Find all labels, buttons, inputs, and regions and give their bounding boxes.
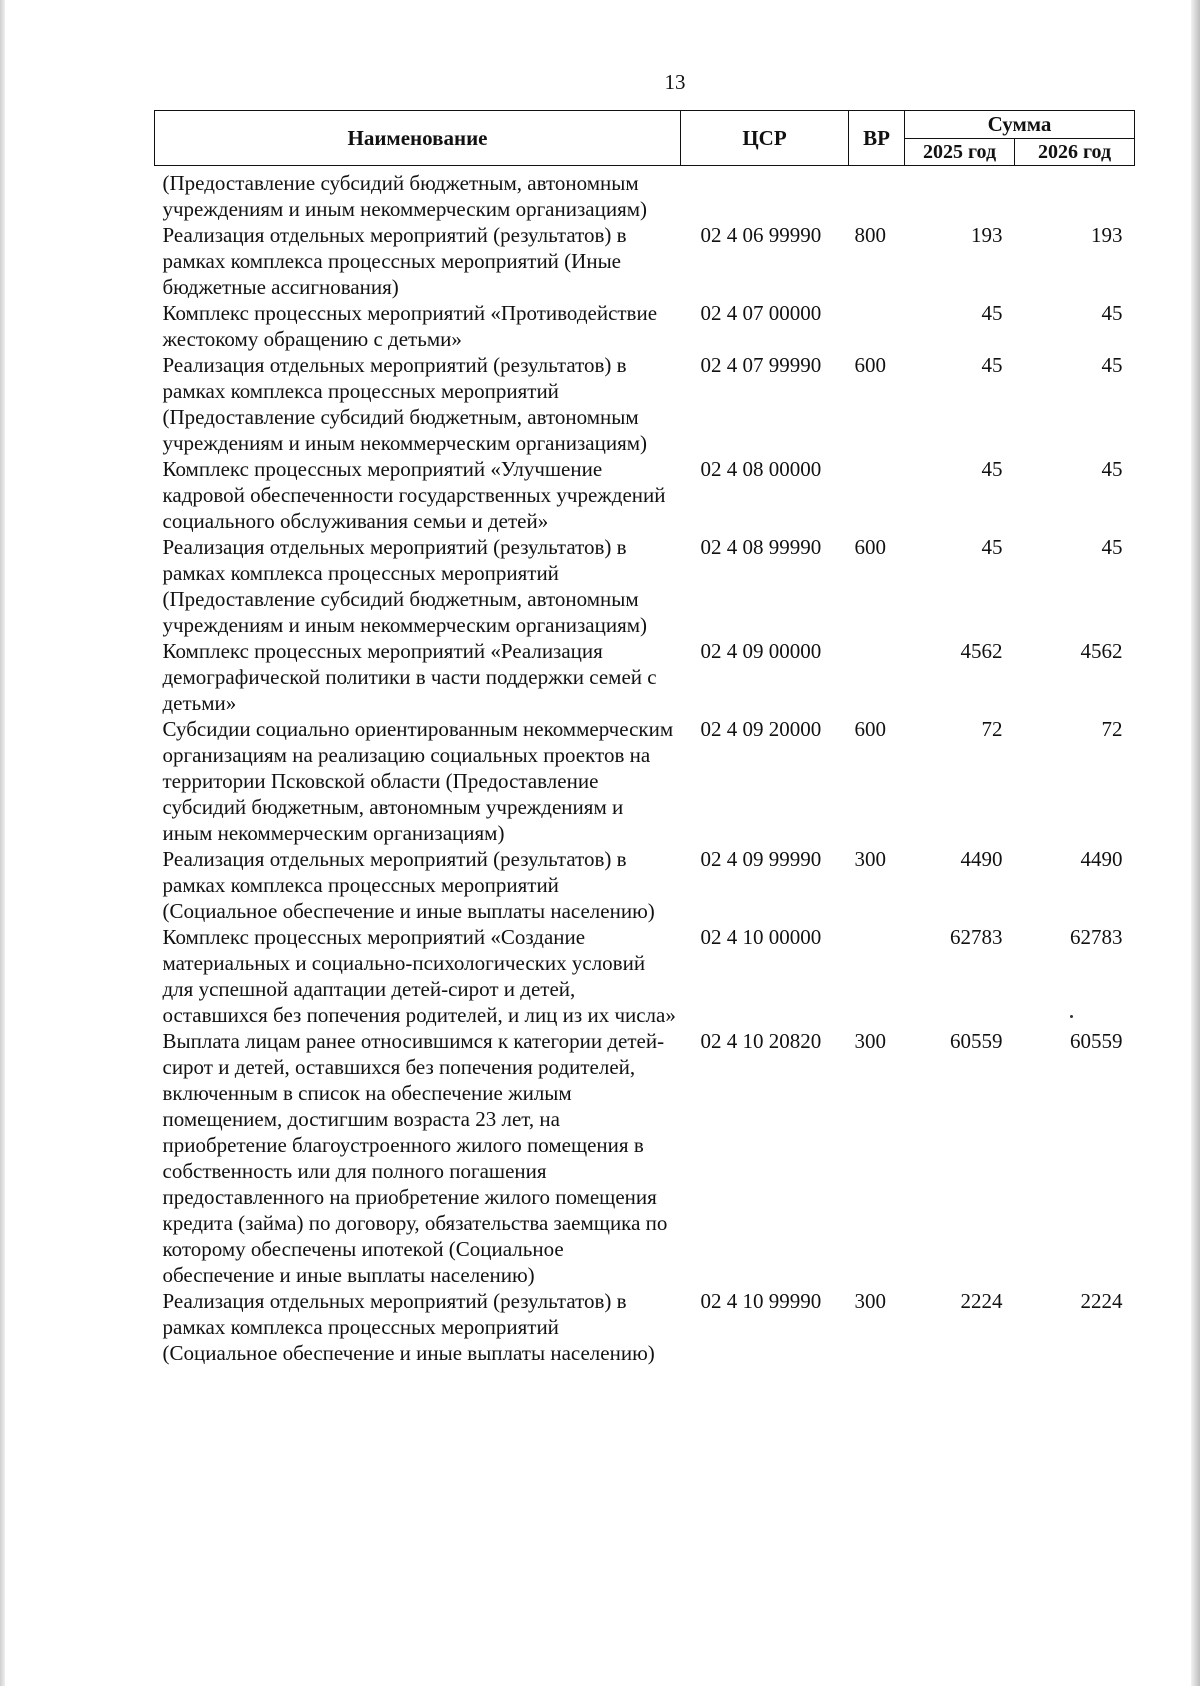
cell-csr [681, 166, 849, 223]
cell-name: Комплекс процессных мероприятий «Противодействие жестокому обращению с детьми» [162, 301, 658, 351]
cell-csr: 02 4 06 99990 [700, 223, 822, 247]
cell-vr: 300 [854, 1029, 886, 1053]
cell-vr: 600 [854, 535, 886, 559]
cell-2026 [1015, 166, 1135, 223]
cell-2025: 45 [981, 457, 1003, 481]
cell-2026: 2224 [1080, 1289, 1123, 1313]
table-row [155, 638, 1135, 716]
table-row [155, 1028, 1135, 1288]
cell-2025: 60559 [950, 1029, 1003, 1053]
scan-speck [1070, 1015, 1073, 1018]
cell-name: Комплекс процессных мероприятий «Улучшение кадровой обеспеченности государственных учреждений социального обслуживания семьи и детей» [162, 457, 666, 533]
cell-csr: 02 4 09 00000 [700, 639, 822, 663]
cell-2026: 45 [1101, 301, 1123, 325]
cell-2025: 2224 [960, 1289, 1003, 1313]
cell-2026: 72 [1101, 717, 1123, 741]
cell-vr [849, 166, 905, 223]
cell-2026: 4562 [1080, 639, 1123, 663]
cell-name: Комплекс процессных мероприятий «Создание материальных и социально-психологических условий для успешной адаптации детей-сирот и детей, оставшихся без попечения родителей, и лиц из их числа» [162, 925, 676, 1027]
cell-2025: 62783 [950, 925, 1003, 949]
cell-2025: 193 [971, 223, 1003, 247]
cell-vr [849, 638, 905, 716]
cell-vr [849, 456, 905, 534]
table-body [155, 166, 1135, 1367]
cell-2026: 193 [1091, 223, 1123, 247]
table-row [155, 352, 1135, 456]
table-row [155, 456, 1135, 534]
cell-name: Комплекс процессных мероприятий «Реализация демографической политики в части поддержки семей с детьми» [162, 639, 657, 715]
budget-table [154, 110, 1135, 1366]
scan-edge-left [0, 0, 5, 1686]
cell-2026: 60559 [1070, 1029, 1123, 1053]
cell-vr: 300 [854, 847, 886, 871]
cell-name: Реализация отдельных мероприятий (результатов) в рамках комплекса процессных мероприятий (Социальное обеспечение и иные выплаты населению) [162, 1289, 655, 1365]
header-year-2026: 2026 год [1015, 138, 1135, 166]
table-row [155, 846, 1135, 924]
cell-csr: 02 4 10 20820 [700, 1029, 822, 1053]
cell-name: Выплата лицам ранее относившимся к категории детей-сирот и детей, оставшихся без попечения родителей, включенным в список на обеспечение жилым помещением, достигшим возраста 23 лет, на приобретение благоустроенного жилого помещения в собственность или для полного погашения предоставленного на приобретение жилого помещения кредита (займа) по договору, обязательства заемщика по которому обеспечены ипотекой (Социальное обеспечение и иные выплаты населению) [162, 1029, 668, 1287]
table-row [155, 1288, 1135, 1366]
cell-2026: 4490 [1080, 847, 1123, 871]
cell-name: Реализация отдельных мероприятий (результатов) в рамках комплекса процессных мероприятий (Социальное обеспечение и иные выплаты населению) [162, 847, 655, 923]
header-name: Наименование [155, 111, 681, 166]
cell-name: Субсидии социально ориентированным некоммерческим организациям на реализацию социальных проектов на территории Псковской области (Предоставление субсидий бюджетным, автономным учреждениям и иным некоммерческим организациям) [162, 717, 674, 845]
cell-2026: 45 [1101, 353, 1123, 377]
cell-2025 [905, 166, 1015, 223]
cell-2025: 72 [981, 717, 1003, 741]
header-year-2025: 2025 год [905, 138, 1015, 166]
cell-vr [849, 924, 905, 1028]
cell-2025: 4562 [960, 639, 1003, 663]
table-row [155, 300, 1135, 352]
cell-csr: 02 4 09 20000 [700, 717, 822, 741]
cell-csr: 02 4 07 99990 [700, 353, 822, 377]
cell-vr: 300 [854, 1289, 886, 1313]
table-row [155, 222, 1135, 300]
table-row [155, 534, 1135, 638]
cell-vr: 600 [854, 353, 886, 377]
cell-2025: 4490 [960, 847, 1003, 871]
table-row [155, 166, 1135, 223]
table-header [155, 111, 1135, 166]
cell-name: (Предоставление субсидий бюджетным, автономным учреждениям и иным некоммерческим организациям) [162, 171, 648, 221]
cell-2026: 62783 [1070, 925, 1123, 949]
header-sum: Сумма [905, 111, 1135, 139]
cell-vr: 600 [854, 717, 886, 741]
cell-name: Реализация отдельных мероприятий (результатов) в рамках комплекса процессных мероприятий (Иные бюджетные ассигнования) [162, 223, 627, 299]
cell-2025: 45 [981, 301, 1003, 325]
cell-2025: 45 [981, 535, 1003, 559]
cell-vr [849, 300, 905, 352]
cell-csr: 02 4 10 00000 [700, 925, 822, 949]
page-number: 13 [664, 70, 686, 94]
cell-csr: 02 4 08 99990 [700, 535, 822, 559]
cell-2026: 45 [1101, 457, 1123, 481]
scan-edge-right [1191, 0, 1200, 1686]
table-row [155, 716, 1135, 846]
header-vr: ВР [849, 111, 905, 166]
cell-2026: 45 [1101, 535, 1123, 559]
table-row [155, 924, 1135, 1028]
cell-name: Реализация отдельных мероприятий (результатов) в рамках комплекса процессных мероприятий (Предоставление субсидий бюджетным, автономным учреждениям и иным некоммерческим организациям) [162, 535, 648, 637]
cell-csr: 02 4 07 00000 [700, 301, 822, 325]
header-csr: ЦСР [681, 111, 849, 166]
cell-csr: 02 4 09 99990 [700, 847, 822, 871]
cell-csr: 02 4 08 00000 [700, 457, 822, 481]
cell-name: Реализация отдельных мероприятий (результатов) в рамках комплекса процессных мероприятий (Предоставление субсидий бюджетным, автономным учреждениям и иным некоммерческим организациям) [162, 353, 648, 455]
cell-2025: 45 [981, 353, 1003, 377]
cell-vr: 800 [854, 223, 886, 247]
cell-csr: 02 4 10 99990 [700, 1289, 822, 1313]
